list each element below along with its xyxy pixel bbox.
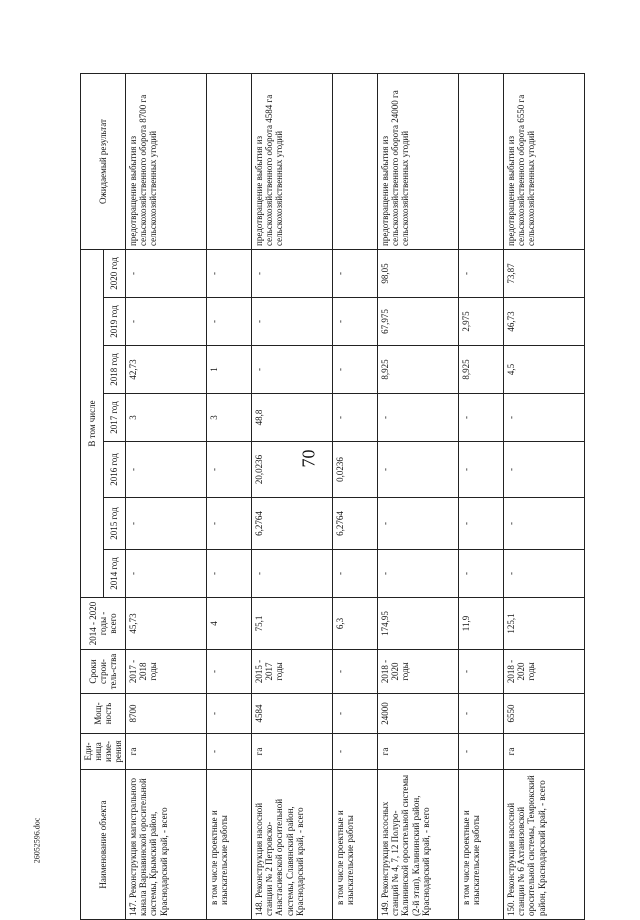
year-cell: - <box>126 442 207 498</box>
table-row <box>459 73 504 919</box>
document-filename: 26052596.doc <box>32 817 42 864</box>
year-cell: - <box>126 298 207 346</box>
header-year: 2017 год <box>103 394 126 442</box>
result-cell <box>459 73 504 249</box>
header-result: Ожидаемый результат <box>81 73 126 249</box>
year-cell: - <box>459 442 504 498</box>
year-cell: - <box>207 442 252 498</box>
unit-cell: га <box>378 734 459 770</box>
year-cell: 0,0236 <box>333 442 378 498</box>
year-cell: - <box>333 550 378 598</box>
year-cell: - <box>504 442 585 498</box>
year-cell: - <box>459 550 504 598</box>
year-cell: - <box>504 550 585 598</box>
unit-cell: га <box>252 734 333 770</box>
table-row <box>126 73 207 919</box>
year-cell: - <box>252 346 333 394</box>
unit-cell: - <box>459 734 504 770</box>
rotated-table-container <box>80 74 550 920</box>
year-cell: - <box>378 550 459 598</box>
capacity-cell: 4584 <box>252 694 333 734</box>
year-cell: 48,8 <box>252 394 333 442</box>
year-cell: - <box>504 394 585 442</box>
terms-cell: 2015 - 2017 годы <box>252 650 333 694</box>
year-cell: 20,0236 <box>252 442 333 498</box>
year-cell: 8,925 <box>459 346 504 394</box>
year-cell: 67,975 <box>378 298 459 346</box>
total-cell: 45,73 <box>126 598 207 650</box>
result-cell: предотвращение выбытия из сельскохозяйственного оборота 8700 га сельскохозяйственных угодий <box>126 73 207 249</box>
total-cell: 174,95 <box>378 598 459 650</box>
year-cell: - <box>207 550 252 598</box>
year-cell: - <box>378 394 459 442</box>
result-cell <box>207 73 252 249</box>
year-cell: - <box>126 249 207 297</box>
table-row <box>333 73 378 919</box>
year-cell: 73,87 <box>504 249 585 297</box>
year-cell: - <box>459 498 504 550</box>
header-name: Наименование объекта <box>81 770 126 920</box>
header-terms: Сроки строи-тель-ства <box>81 650 126 694</box>
object-name: в том числе проектные и изыскательские работы <box>207 770 252 920</box>
year-cell: - <box>252 249 333 297</box>
year-cell: - <box>333 346 378 394</box>
result-cell <box>333 73 378 249</box>
capacity-cell: 6550 <box>504 694 585 734</box>
header-total: 2014 - 2020 годы - всего <box>81 598 126 650</box>
year-cell: - <box>378 498 459 550</box>
capacity-cell: - <box>459 694 504 734</box>
table-row <box>378 73 459 919</box>
header-year: 2018 год <box>103 346 126 394</box>
header-year: 2016 год <box>103 442 126 498</box>
result-cell: предотвращение выбытия из сельскохозяйственного оборота 6550 га сельскохозяйственных угодий <box>504 73 585 249</box>
object-name: 147. Реконструкция магистрального канала Варнавинской оросительной системы, Крымский район, Краснодарский край, - всего <box>126 770 207 920</box>
year-cell: - <box>126 550 207 598</box>
year-cell: - <box>207 498 252 550</box>
header-unit: Еди-ница изме-рения <box>81 734 126 770</box>
year-cell: - <box>207 249 252 297</box>
year-cell: 3 <box>207 394 252 442</box>
terms-cell: 2017 - 2018 годы <box>126 650 207 694</box>
year-cell: 98,05 <box>378 249 459 297</box>
header-in-total: В том числе <box>81 249 104 597</box>
page-number: 70 <box>298 449 319 468</box>
terms-cell: - <box>459 650 504 694</box>
table-row <box>252 73 333 919</box>
year-cell: - <box>333 249 378 297</box>
year-cell: - <box>333 298 378 346</box>
object-name: 149. Реконструкция насосных станций № 4, 7, 12 Полуро-Калининской оросительной системы (2-й этап), Калининский район, Краснодарский край, - всего <box>378 770 459 920</box>
capacity-cell: 24000 <box>378 694 459 734</box>
object-name: 148. Реконструкция насосной станции № 2 Петровско-Анастасиевской оросительной системы, Славянский район, Краснодарский край, - всего <box>252 770 333 920</box>
total-cell: 6,3 <box>333 598 378 650</box>
unit-cell: - <box>207 734 252 770</box>
year-cell: - <box>252 550 333 598</box>
header-year: 2019 год <box>103 298 126 346</box>
year-cell: - <box>252 298 333 346</box>
header-year: 2015 год <box>103 498 126 550</box>
year-cell: 6,2764 <box>252 498 333 550</box>
object-name: 150. Реконструкция насосной станции № 6 Ахтанизовской оросительной системы, Темрюкский район, Краснодарский край, - всего <box>504 770 585 920</box>
table-row <box>504 73 585 919</box>
total-cell: 4 <box>207 598 252 650</box>
result-cell: предотвращение выбытия из сельскохозяйственного оборота 24000 га сельскохозяйственных угодий <box>378 73 459 249</box>
year-cell: - <box>378 442 459 498</box>
year-cell: 42,73 <box>126 346 207 394</box>
header-year: 2014 год <box>103 550 126 598</box>
total-cell: 11,9 <box>459 598 504 650</box>
object-name: в том числе проектные и изыскательские работы <box>459 770 504 920</box>
total-cell: 125,1 <box>504 598 585 650</box>
year-cell: 6,2764 <box>333 498 378 550</box>
year-cell: 46,73 <box>504 298 585 346</box>
capacity-cell: - <box>207 694 252 734</box>
unit-cell: - <box>333 734 378 770</box>
year-cell: 4,5 <box>504 346 585 394</box>
capacity-cell: 8700 <box>126 694 207 734</box>
header-year: 2020 год <box>103 249 126 297</box>
investment-table <box>80 73 585 920</box>
year-cell: - <box>207 298 252 346</box>
year-cell: - <box>459 394 504 442</box>
terms-cell: - <box>207 650 252 694</box>
terms-cell: 2018 - 2020 годы <box>378 650 459 694</box>
year-cell: - <box>504 498 585 550</box>
year-cell: - <box>126 498 207 550</box>
year-cell: 1 <box>207 346 252 394</box>
terms-cell: 2018 - 2020 годы <box>504 650 585 694</box>
unit-cell: га <box>126 734 207 770</box>
year-cell: - <box>459 249 504 297</box>
capacity-cell: - <box>333 694 378 734</box>
year-cell: 8,925 <box>378 346 459 394</box>
table-row <box>207 73 252 919</box>
year-cell: - <box>333 394 378 442</box>
object-name: в том числе проектные и изыскательские работы <box>333 770 378 920</box>
result-cell: предотвращение выбытия из сельскохозяйственного оборота 4584 га сельскохозяйственных угодий <box>252 73 333 249</box>
terms-cell: - <box>333 650 378 694</box>
year-cell: 2,975 <box>459 298 504 346</box>
header-capacity: Мощ-ность <box>81 694 126 734</box>
total-cell: 75,1 <box>252 598 333 650</box>
unit-cell: га <box>504 734 585 770</box>
year-cell: 3 <box>126 394 207 442</box>
